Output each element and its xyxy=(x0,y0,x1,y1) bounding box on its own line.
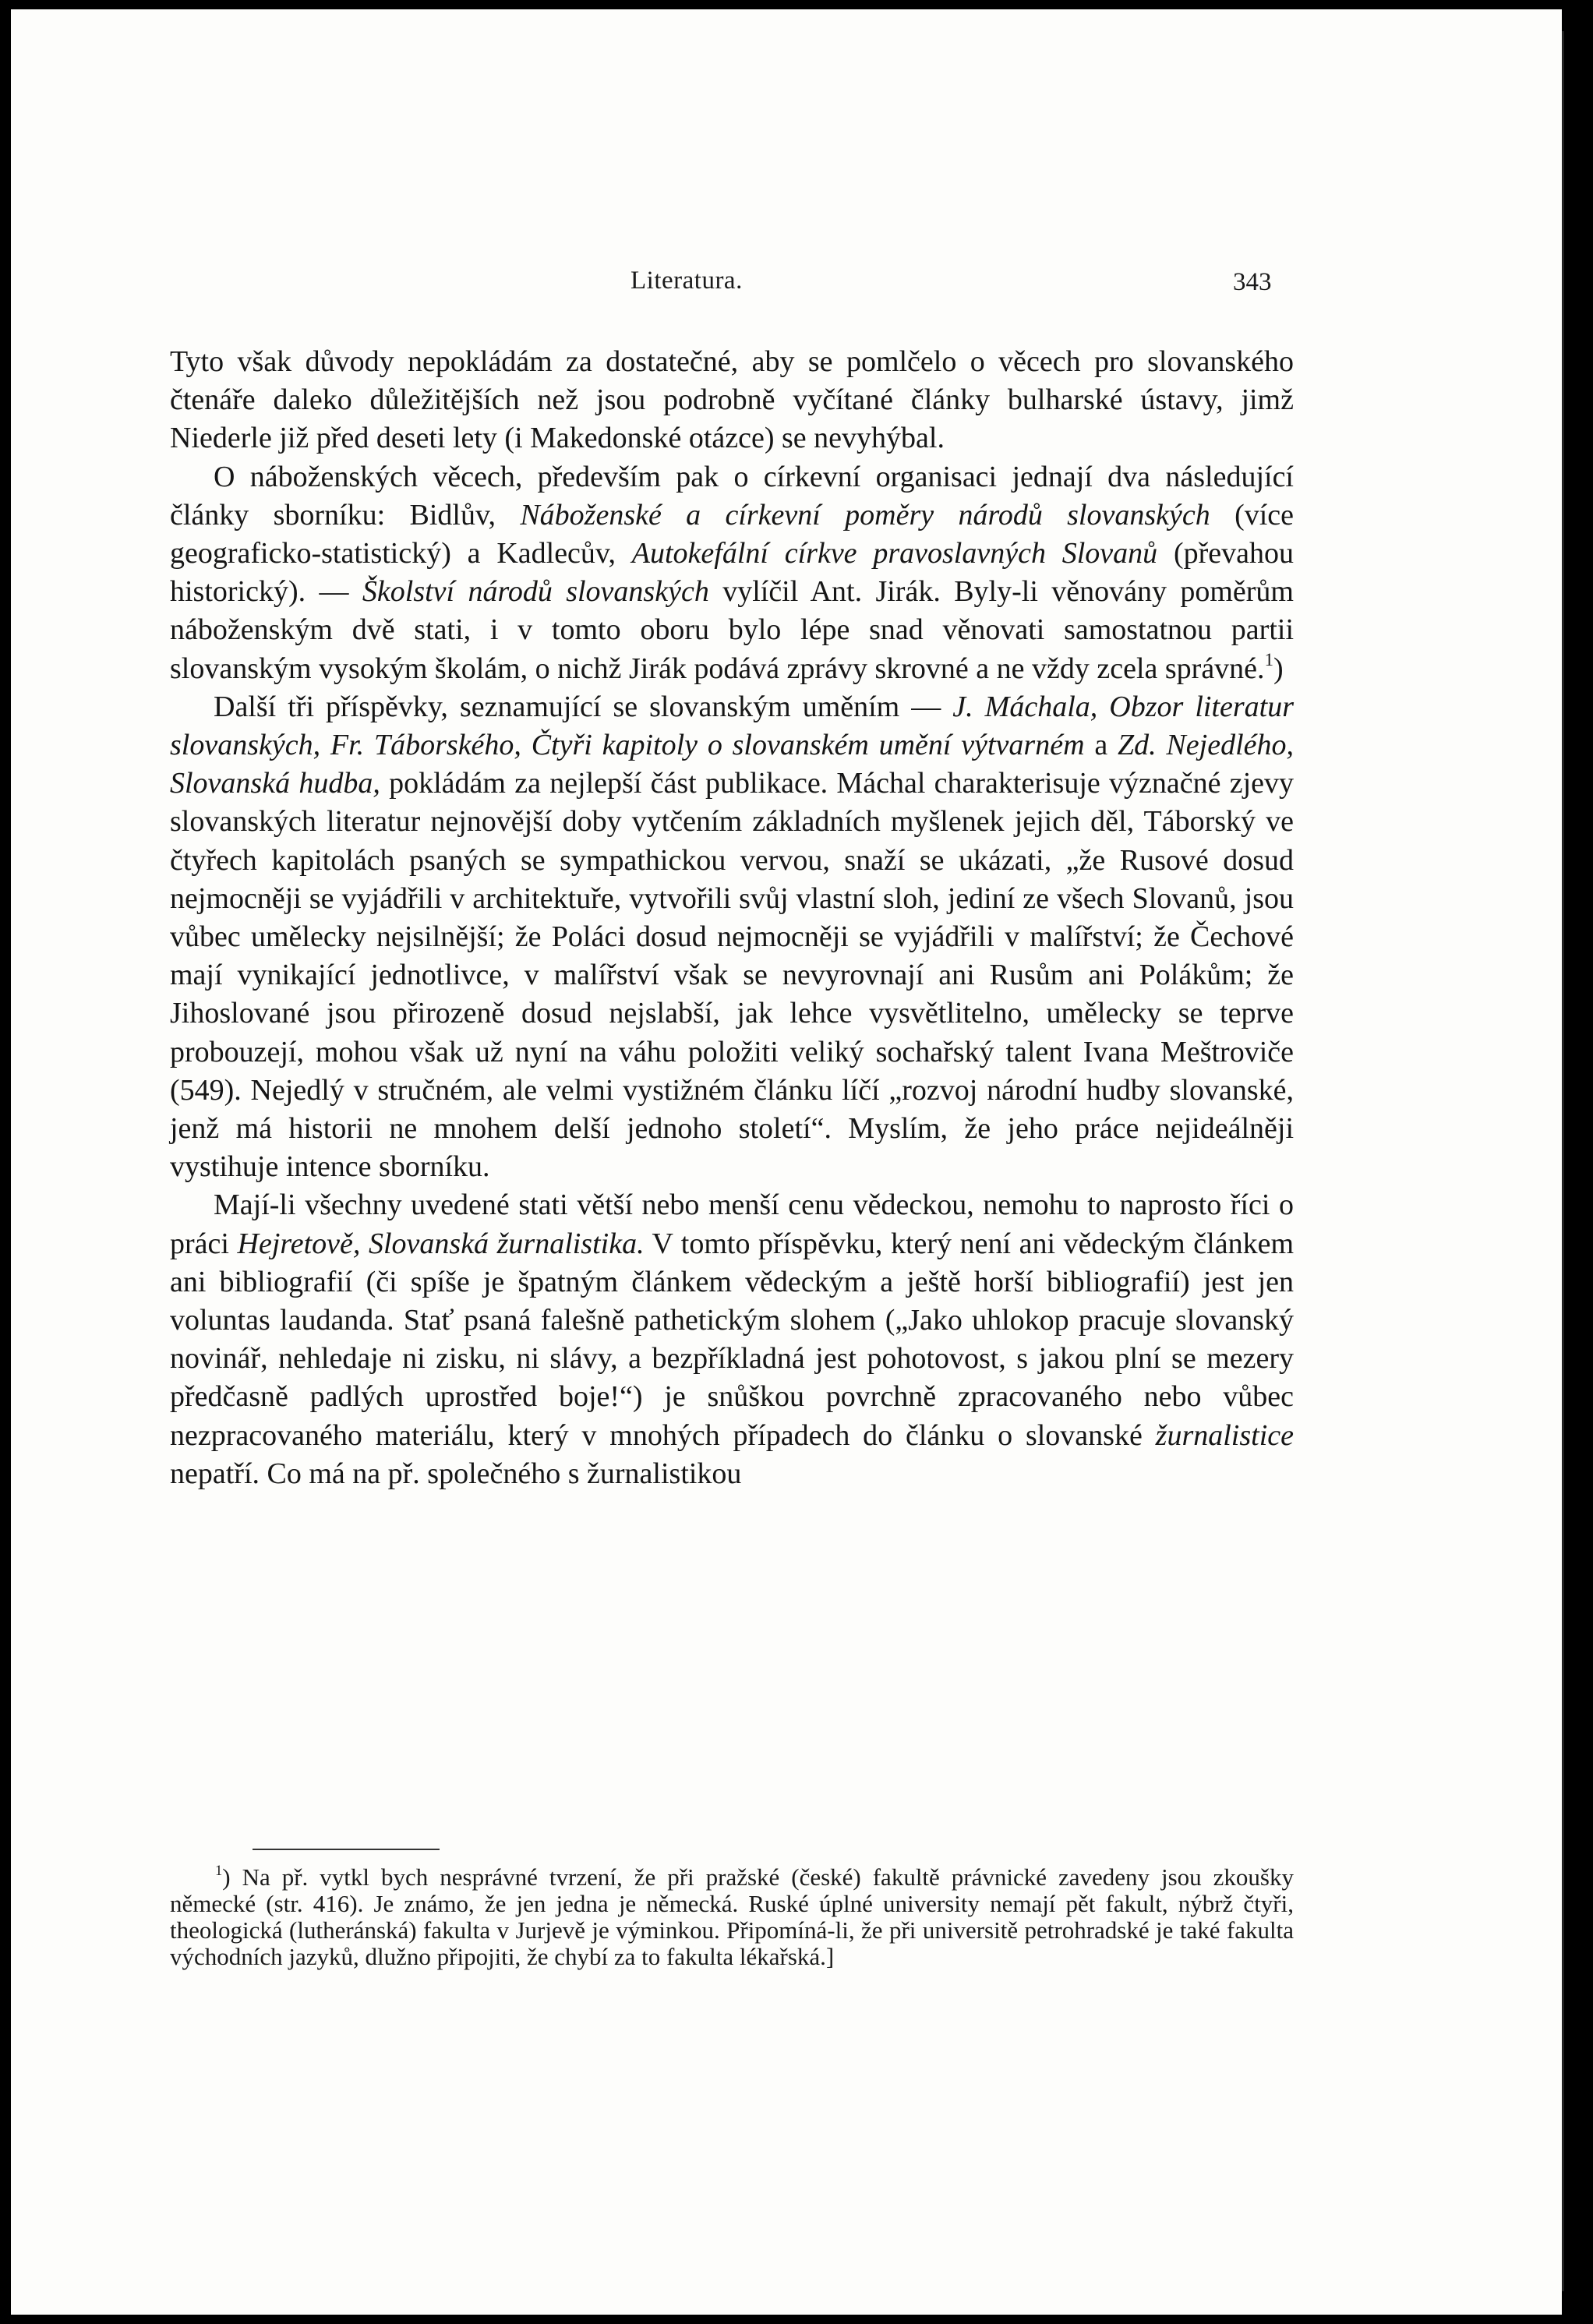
footnote-marker-paren: ) xyxy=(222,1863,231,1891)
footnotes xyxy=(170,1864,1294,1970)
paragraph-2-text-4: vylíčil Ant. Jirák. Byly-li věnovány poměrům náboženským dvě stati, i v tomto oboru bylo lépe snad věnovati samostatnou partii slovanským vysokým školám, o nichž Jirák podává zprávy skrovné a ne vždy zcela správné. xyxy=(170,575,1294,685)
footnote-marker: 1 xyxy=(215,1862,223,1879)
footnote-reference: 1 xyxy=(1264,649,1273,669)
paragraph-4-text-1: Mají-li všechny uvedené stati větší nebo menší cenu vědeckou, nemohu to naprosto říci o práci xyxy=(170,1188,1294,1260)
paragraph-2 xyxy=(170,458,1294,688)
paragraph-3-text-3: pokládám za nejlepší část publikace. Máchal charakterisuje význačné zjevy slovanských literatur nejnovější doby vytčením základních myšlenek jejich děl, Táborský ve čtyřech kapitolách psaných se sympathickou vervou, snaží se ukázati, „že Rusové dosud nejmocněji se vyjádřili v architektuře, vytvořili svůj vlastní sloh, jediní ze všech Slovanů, jsou vůbec umělecky nejsilnější; že Poláci dosud nejmocněji se vyjádřili v malířství; že Čechové mají vynikající jednotlivce, v malířství však se nevyrovnají ani Rusům ani Polákům; že Jihoslované jsou přirozeně dosud nejslabší, jak lehce vysvětlitelno, umělecky se teprve probouzejí, mohou však už nyní na váhu položiti veliký sochařský talent Ivana Meštroviče (549). Nejedlý v stručném, ale velmi vystižném článku líčí „rozvoj národní hudby slovanské, jenž má historii ne mnohem delší jednoho století“. Myslím, že jeho práce nejideálněji vystihuje intence sborníku. xyxy=(170,767,1295,1184)
scan-edge-line xyxy=(1562,31,1564,2291)
title-nabozenske-pomery: Náboženské a církevní poměry národů slovanských xyxy=(520,498,1210,532)
footnote-1 xyxy=(170,1864,1294,1970)
paragraph-3-text-2: a xyxy=(1084,729,1118,762)
term-zurnalistice: žurnalistice xyxy=(1155,1418,1294,1452)
title-skolstvi: Školství národů slovanských xyxy=(362,575,709,609)
book-page xyxy=(11,9,1562,2315)
paragraph-4-text-2: V tomto příspěvku, který není ani vědeckým článkem ani bibliografií (či spíše je špatným článkem vědeckým a ještě horší bibliografií) jest jen voluntas laudanda. Stať psaná falešně pathetickým slohem („Jako uhlokop pracuje slovanský novinář, nehledaje ni zisku, ni slávy, a bezpříkladná jest pohotovost, s jakou plní se mezery předčasně padlých uprostřed boje!“) je snůškou povrchně zpracovaného nebo vůbec nezpracovaného materiálu, který v mnohých případech do článku o slovanské xyxy=(170,1227,1294,1452)
paragraph-2-text-2: (více geograficko-statistický) a Kadlecův, xyxy=(170,498,1295,570)
paragraph-1: Tyto však důvody nepokládám za dostatečné, aby se pomlčelo o věcech pro slovanského čtenáře daleko důležitějších než jsou podrobně vyčítané články bulharské ústavy, jimž Niederle již před deseti lety (i Makedonské otázce) se nevyhýbal. xyxy=(170,345,1294,455)
paragraph-3 xyxy=(170,688,1294,1187)
footnote-separator xyxy=(253,1849,440,1850)
scan-edge xyxy=(1562,0,1593,2324)
title-machal-taborsky: J. Máchala, Obzor literatur slovanských, Fr. Táborského, Čtyři kapitoly o slovanském umění výtvarném xyxy=(170,690,1294,762)
footnote-text: Na př. vytkl bych nesprávné tvrzení, že při pražské (české) fakultě právnické zavedeny jsou zkoušky německé (str. 416). Je známo, že jen jedna je německá. Ruské úplné university nemají pět fakult, nýbrž čtyři, theologická (lutheránská) fakulta v Jurjevě je výminkou. Připomíná-li, že při universitě petrohradské je také fakulta východních jazyků, dlužno připojiti, že chybí za to fakulta lékařská.] xyxy=(170,1863,1294,1970)
page-header xyxy=(11,267,1562,306)
paragraph-2-text-1: O náboženských věcech, především pak o církevní organisaci jednají dva následující články sborníku: Bidlův, xyxy=(170,460,1294,532)
running-title: Literatura. xyxy=(630,267,743,295)
paragraph-2-text-3: (převahou historický). — xyxy=(170,537,1295,609)
footnote-reference-paren: ) xyxy=(1273,652,1284,685)
paragraph-4-text-3: nepatří. Co má na př. společného s žurnalistikou xyxy=(170,1457,742,1490)
page-number: 343 xyxy=(1233,268,1272,296)
paragraph-3-text-1: Další tři příspěvky, seznamující se slovanským uměním — xyxy=(214,690,953,723)
title-hejret: Hejretově, Slovanská žurnalistika. xyxy=(237,1227,645,1260)
title-autokefalni-cirkve: Autokefální církve pravoslavných Slovanů xyxy=(631,537,1158,570)
title-nejedly: Zd. Nejedlého, Slovanská hudba, xyxy=(170,729,1294,800)
paragraph-4 xyxy=(170,1186,1294,1493)
main-text xyxy=(170,343,1294,1493)
